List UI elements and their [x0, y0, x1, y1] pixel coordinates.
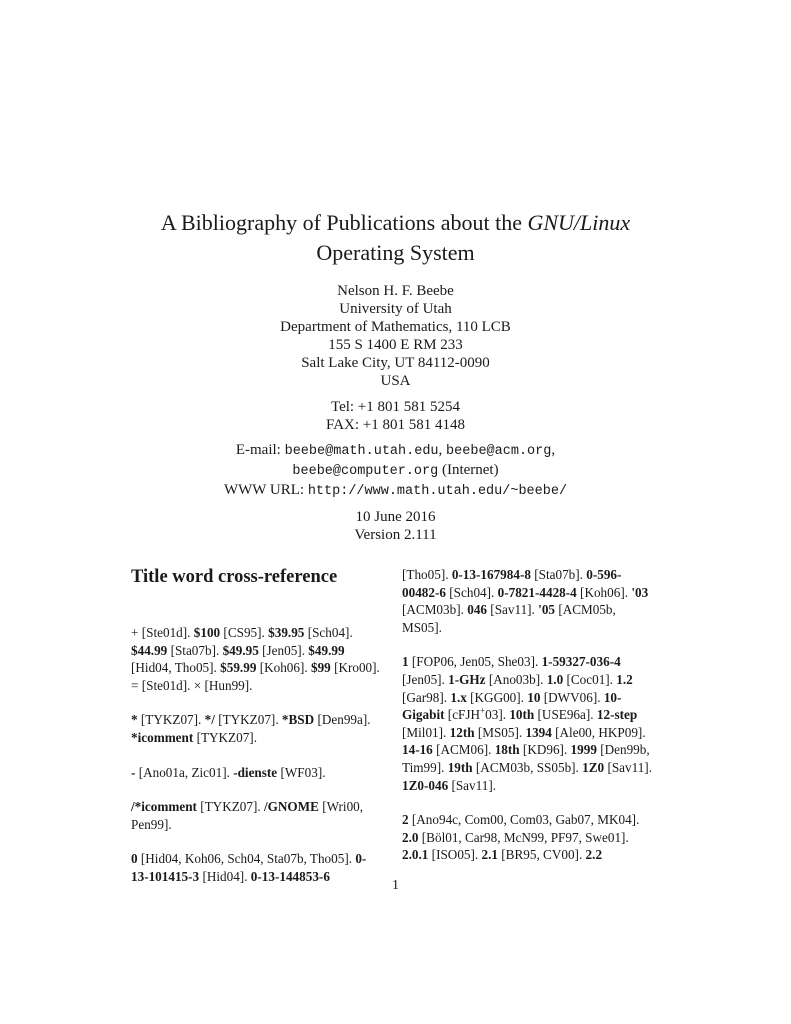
document-date: 10 June 2016 — [355, 509, 436, 525]
citation-refs: [Gar98]. — [402, 689, 451, 705]
right-column — [402, 566, 654, 881]
citation-refs: [TYKZ07]. — [193, 729, 257, 745]
index-paragraph — [402, 566, 654, 636]
index-term: 1-GHz — [448, 671, 486, 687]
contact-phone-block — [0, 398, 791, 434]
citation-refs: [Ano94c, Com00, Com03, Gab07, MK04]. — [408, 812, 640, 828]
index-term: $44.99 — [131, 642, 168, 658]
citation-refs: [ACM05b, MS05]. — [402, 602, 616, 635]
index-term: 1 — [402, 654, 409, 670]
citation-refs: [DWV06]. — [540, 689, 604, 705]
citation-refs: [Wri00, Pen99]. — [131, 799, 364, 832]
index-term: 0-13-101415-3 — [131, 851, 367, 884]
index-term: 14-16 — [402, 742, 433, 758]
citation-refs: [Sta07b]. — [530, 567, 587, 582]
citation-refs: [Hid04, Koh06, Sch04, Sta07b, Tho05]. — [137, 851, 356, 867]
citation-refs: [ACM03b]. — [402, 602, 468, 618]
index-term: /GNOME — [263, 799, 319, 815]
index-term: 1.2 — [616, 671, 633, 687]
citation-refs: [CS95]. — [220, 625, 269, 640]
index-term: 1Z0-046 — [402, 777, 449, 793]
author-tel: Tel: +1 801 581 5254 — [330, 399, 461, 415]
index-term: 2.2 — [585, 847, 603, 863]
index-term: $100 — [193, 625, 221, 640]
citation-refs: [Coc01]. — [563, 671, 617, 687]
document-title — [0, 208, 791, 268]
index-paragraph — [131, 624, 383, 694]
index-term: -dienste — [233, 764, 278, 780]
index-term: 12th — [449, 724, 475, 740]
citation-refs: [Koh06]. — [576, 584, 632, 600]
author-fax: FAX: +1 801 581 4148 — [325, 417, 466, 433]
author-affiliation: University of Utah — [339, 301, 452, 317]
index-term: $39.95 — [268, 625, 305, 640]
email-link-2[interactable]: beebe@acm.org — [446, 444, 552, 459]
citation-refs: + [Ste01d]. — [131, 625, 194, 640]
author-country: USA — [380, 373, 411, 389]
index-term: */ — [204, 712, 215, 728]
index-term: 2.0.1 — [402, 847, 429, 863]
index-term: 1.0 — [546, 671, 564, 687]
citation-refs: [Sch04]. — [445, 584, 498, 600]
email-link-3[interactable]: beebe@computer.org — [292, 464, 439, 479]
citation-refs: [KGG00]. — [466, 689, 528, 705]
index-term: 0 — [131, 851, 138, 867]
index-term: $59.99 — [220, 660, 257, 676]
citation-refs: [Sav11]. — [604, 759, 652, 775]
date-block — [0, 508, 791, 544]
index-term: 0-13-167984-8 — [451, 567, 531, 582]
index-term: 2.1 — [481, 847, 498, 863]
index-term: 18th — [494, 742, 520, 758]
citation-refs: [Sav11]. — [448, 777, 497, 793]
citation-refs: [Koh06]. — [256, 660, 311, 676]
citation-refs: [TYKZ07]. — [137, 712, 205, 728]
index-term: 1999 — [570, 742, 597, 758]
www-url-link[interactable]: http://www.math.utah.edu/~beebe/ — [307, 484, 568, 499]
citation-refs: [Sta07b]. — [167, 642, 223, 658]
www-label: WWW URL: — [223, 482, 308, 498]
index-term: 2.0 — [402, 829, 419, 845]
citation-refs: [Hid04, Tho05]. — [131, 660, 221, 676]
email-separator: , — [438, 442, 447, 458]
index-term: 19th — [447, 759, 473, 775]
index-paragraph — [402, 653, 654, 794]
document-version: Version 2.111 — [354, 527, 437, 543]
index-term: $99 — [310, 660, 331, 676]
citation-refs: [Den99a]. — [314, 712, 371, 728]
index-term: 1.x — [450, 689, 467, 705]
email-label: E-mail: — [235, 442, 285, 458]
email-link-1[interactable]: beebe@math.utah.edu — [284, 444, 439, 459]
email-line-2 — [0, 461, 791, 481]
citation-refs: [Tho05]. — [402, 567, 452, 582]
index-term: 10-Gigabit — [402, 689, 622, 723]
title-prefix: A Bibliography of Publications about the — [160, 210, 528, 235]
citation-refs: [TYKZ07]. — [214, 712, 282, 728]
title-line-2: Operating System — [316, 240, 475, 265]
email-suffix: (Internet) — [438, 462, 499, 478]
index-term: 0-7821-4428-4 — [497, 584, 577, 600]
index-paragraph — [131, 798, 383, 833]
index-paragraph — [402, 811, 654, 864]
citation-refs: [KD96]. — [519, 742, 571, 758]
index-term: '05 — [538, 602, 556, 618]
index-term: /*icomment — [131, 799, 197, 815]
citation-refs: [Ano01a, Zic01]. — [135, 764, 234, 780]
index-term: 0-13-144853-6 — [250, 868, 330, 884]
citation-refs: [USE96a]. — [534, 707, 597, 723]
citation-superscript: + — [480, 705, 486, 716]
page-number: 1 — [392, 878, 399, 893]
citation-refs: [Sch04]. — [304, 625, 353, 640]
title-line-1 — [0, 208, 791, 238]
www-line — [0, 481, 791, 501]
index-term: 046 — [467, 602, 487, 618]
index-term: 1394 — [525, 724, 552, 740]
citation-refs: [Jen05]. — [402, 671, 449, 687]
index-term: '03 — [631, 584, 649, 600]
index-term: 10 — [527, 689, 541, 705]
index-paragraph — [131, 764, 383, 782]
index-term: $49.99 — [308, 642, 345, 658]
author-block — [0, 282, 791, 390]
index-term: 0-596-00482-6 — [402, 567, 622, 600]
citation-refs: [Den99b, Tim99]. — [402, 742, 650, 775]
index-term: - — [131, 764, 136, 780]
citation-refs: [Ale00, HKP09]. — [551, 724, 646, 740]
index-term: 1-59327-036-4 — [541, 654, 621, 670]
index-term: 1Z0 — [582, 759, 605, 775]
citation-refs: [MS05]. — [474, 724, 526, 740]
index-term: 12-step — [596, 707, 638, 723]
citation-refs: [ISO05]. — [428, 847, 482, 863]
citation-refs: [FOP06, Jen05, She03]. — [408, 654, 542, 670]
section-title: Title word cross-reference — [131, 567, 338, 587]
citation-refs: [TYKZ07]. — [196, 799, 264, 815]
citation-refs: [ACM03b, SS05b]. — [472, 759, 583, 775]
index-term: 10th — [509, 707, 535, 723]
author-street: 155 S 1400 E RM 233 — [328, 337, 463, 353]
index-term: 2 — [402, 812, 409, 828]
author-city: Salt Lake City, UT 84112-0090 — [301, 355, 490, 371]
email-line-1 — [0, 441, 791, 461]
index-term: *icomment — [131, 729, 194, 745]
index-term: *BSD — [281, 712, 315, 728]
index-term: * — [131, 712, 138, 728]
citation-refs: [Böl01, Car98, McN99, PF97, Swe01]. — [418, 829, 629, 845]
email-separator-2: , — [551, 442, 556, 458]
citation-refs: [Jen05]. — [258, 642, 309, 658]
citation-refs: [Hid04]. — [199, 868, 251, 884]
left-column — [131, 624, 383, 903]
citation-refs: [ACM06]. — [432, 742, 495, 758]
citation-refs: [cFJH — [444, 707, 481, 723]
citation-refs: [BR95, CV00]. — [497, 847, 586, 863]
citation-refs: [WF03]. — [277, 764, 326, 780]
contact-online-block — [0, 441, 791, 501]
citation-refs: [Ano03b]. — [485, 671, 547, 687]
citation-refs: [Sav11]. — [487, 602, 539, 618]
author-name: Nelson H. F. Beebe — [337, 283, 454, 299]
citation-refs: 03]. — [485, 707, 510, 723]
title-italic: GNU/Linux — [527, 210, 631, 235]
index-paragraph — [131, 711, 383, 746]
index-term: $49.95 — [222, 642, 259, 658]
citation-refs: [Mil01]. — [402, 724, 450, 740]
author-department: Department of Mathematics, 110 LCB — [280, 319, 511, 335]
citation-refs: [Kro00]. = [Ste01d]. × [Hun99]. — [131, 660, 380, 693]
